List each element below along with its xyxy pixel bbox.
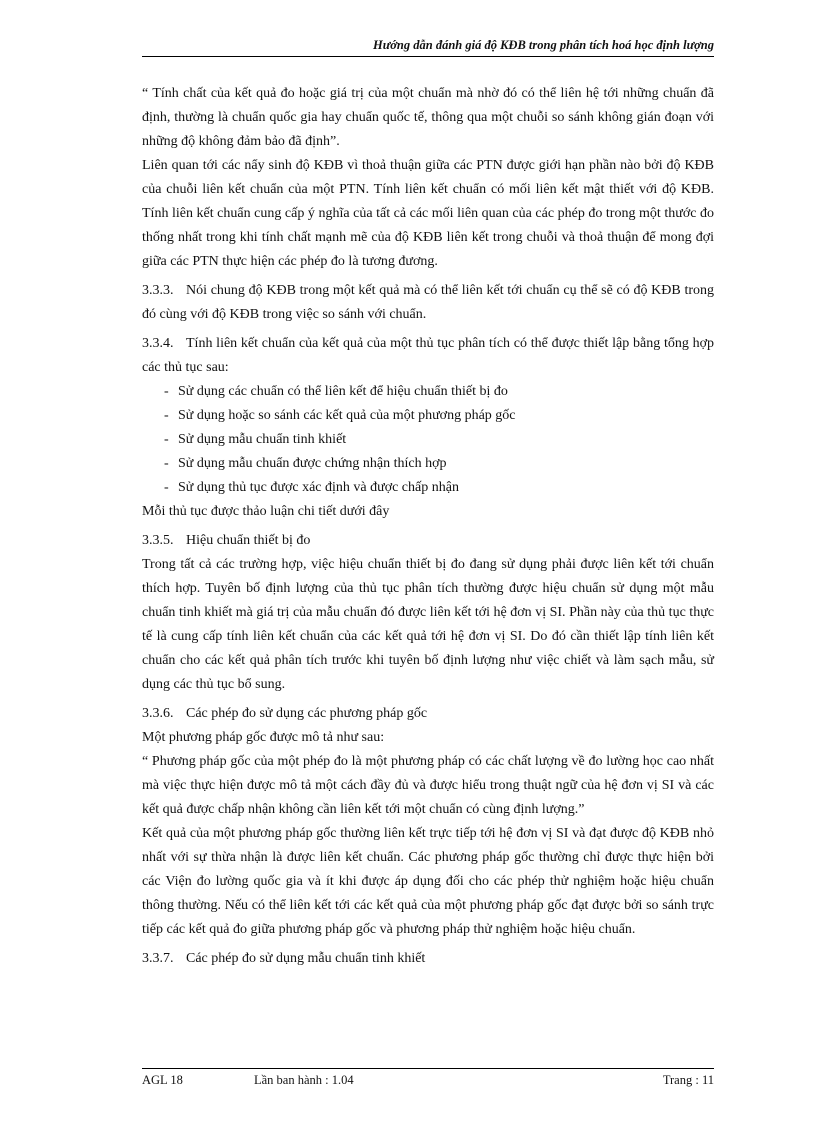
list-item: - Sử dụng mẫu chuẩn tinh khiết	[164, 428, 714, 452]
section-3-3-5-heading	[142, 529, 714, 553]
list-item: - Sử dụng các chuẩn có thể liên kết để hiệu chuẩn thiết bị đo	[164, 380, 714, 404]
section-3-3-5-text: Trong tất cả các trường hợp, việc hiệu chuẩn thiết bị đo đang sử dụng phải được liên kết tới chuẩn thích hợp. Tuyên bố định lượng của thủ tục phân tích thường được hiệu chuẩn sử dụng một mẫu chuẩn tinh khiết mà giá trị của mẫu chuẩn đó được liên kết tới hệ đơn vị SI. Phần này của thủ tục thực tế là cung cấp tính liên kết chuẩn của các kết quả tới hệ đơn vị SI. Do đó cần thiết lập tính liên kết chuẩn cho các kết quả phân tích trước khi tuyên bố định lượng như việc chiết và làm sạch mẫu, sử dụng các thủ tục bổ sung.	[142, 557, 714, 692]
list-item: - Sử dụng thủ tục được xác định và được chấp nhận	[164, 476, 714, 500]
section-text: Tính liên kết chuẩn của kết quả của một thủ tục phân tích có thể được thiết lập bằng tổng hợp các thủ tục sau:	[142, 336, 714, 375]
section-3-3-6-heading	[142, 702, 714, 726]
page-number: Trang : 11	[662, 1073, 714, 1087]
paragraph-traceability: Liên quan tới các nẩy sinh độ KĐB vì thoả thuận giữa các PTN được giới hạn phần nào bởi độ KĐB của chuỗi liên kết chuẩn của một PTN. Tính liên kết chuẩn có mối liên kết mật thiết với độ KĐB. Tính liên kết chuẩn cung cấp ý nghĩa của tất cả các mối liên quan của các phép đo trong một thước đo thống nhất trong khi tính chất mạnh mẽ của độ KĐB liên kết trong chuỗi và thoả thuận để mong đợi giữa các PTN thực hiện các phép đo là tương đương.	[142, 158, 714, 269]
list-item: - Sử dụng hoặc so sánh các kết quả của một phương pháp gốc	[164, 404, 714, 428]
section-title: Các phép đo sử dụng mẫu chuẩn tinh khiết	[186, 951, 426, 966]
section-text: Nói chung độ KĐB trong một kết quả mà có thể liên kết tới chuẩn cụ thể sẽ có độ KĐB trong đó cùng với độ KĐB trong việc so sánh với chuẩn.	[142, 283, 714, 322]
section-number: 3.3.6.	[142, 706, 174, 721]
section-3-3-6-intro: Một phương pháp gốc được mô tả như sau:	[142, 730, 385, 745]
section-3-3-4	[142, 332, 714, 380]
section-number: 3.3.7.	[142, 951, 174, 966]
list-item: - Sử dụng mẫu chuẩn được chứng nhận thích hợp	[164, 452, 714, 476]
section-3-3-3	[142, 279, 714, 327]
header-title: Hướng dẫn đánh giá độ KĐB trong phân tích hoá học định lượng	[373, 38, 714, 52]
section-title: Hiệu chuẩn thiết bị đo	[186, 533, 311, 548]
page-footer	[142, 1068, 714, 1093]
section-3-3-7-heading	[142, 947, 714, 971]
page-header	[142, 38, 714, 57]
procedure-list	[142, 380, 714, 500]
definition-quote: “ Tính chất của kết quả đo hoặc giá trị của một chuẩn mà nhờ đó có thể liên hệ tới những chuẩn đã định, thường là chuẩn quốc gia hay chuẩn quốc tế, thông qua một chuỗi so sánh không gián đoạn với những độ không đảm bảo đã định”.	[142, 86, 714, 149]
document-code: AGL 18	[142, 1073, 183, 1087]
issue-number: Lần ban hành : 1.04	[254, 1073, 354, 1087]
section-3-3-6-text: Kết quả của một phương pháp gốc thường liên kết trực tiếp tới hệ đơn vị SI và đạt được độ KĐB nhỏ nhất với sự thừa nhận là được liên kết chuẩn. Các phương pháp gốc thường chỉ được thực hiện bởi các Viện đo lường quốc gia và ít khi được áp dụng đối cho các phép thử nghiệm hoặc hiệu chuẩn thông thường. Nếu có thể liên kết tới các kết quả của một phương pháp gốc đạt được bởi so sánh trực tiếp các kết quả đo giữa phương pháp gốc và phương pháp thử nghiệm hoặc hiệu chuẩn.	[142, 826, 714, 937]
section-number: 3.3.3.	[142, 283, 174, 298]
primary-method-quote: “ Phương pháp gốc của một phép đo là một phương pháp có các chất lượng về đo lường học cao nhất mà việc thực hiện được mô tả một cách đầy đủ và được hiểu trong thuật ngữ của hệ đơn vị SI và các kết quả được chấp nhận không cần liên kết tới một chuẩn có cùng định lượng.”	[142, 754, 714, 817]
section-number: 3.3.4.	[142, 336, 174, 351]
procedure-list-note: Mỗi thủ tục được thảo luận chi tiết dưới đây	[142, 504, 390, 519]
section-title: Các phép đo sử dụng các phương pháp gốc	[186, 706, 428, 721]
section-number: 3.3.5.	[142, 533, 174, 548]
document-body	[142, 82, 714, 971]
